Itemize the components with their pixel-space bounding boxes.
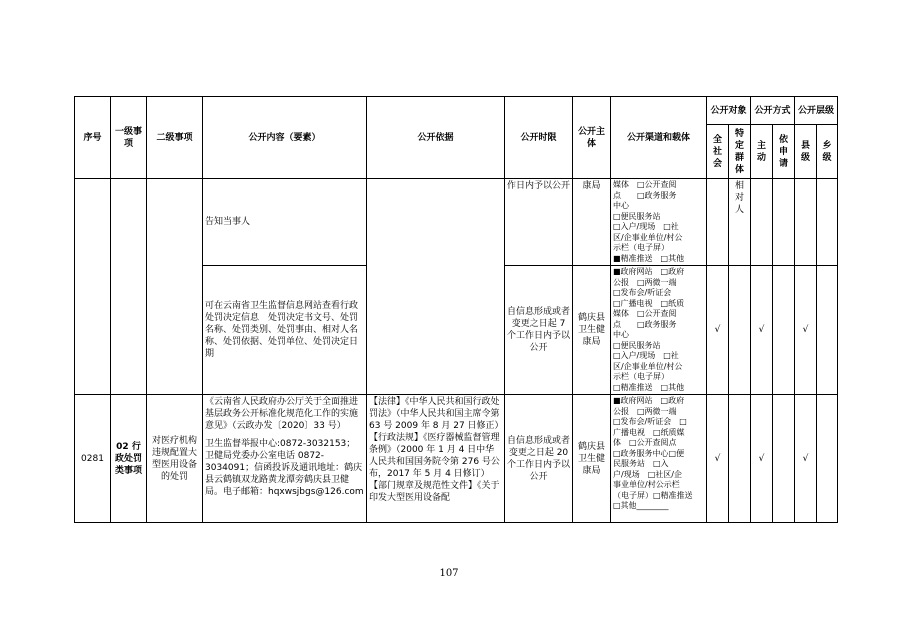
method-active-cell bbox=[751, 179, 773, 266]
target-all-check: √ bbox=[707, 395, 729, 523]
channel-line: ■政府网站 □政府 bbox=[613, 267, 685, 276]
method-request-cell bbox=[773, 395, 795, 523]
target-all-cell bbox=[707, 179, 729, 266]
channel-line: 点 □政务服务 bbox=[613, 319, 677, 329]
channel-line: 示栏（电子屏） bbox=[613, 243, 669, 252]
channel-line: □发布会/听证会 bbox=[613, 288, 672, 297]
target-specific-cell: 相对人 bbox=[729, 179, 751, 266]
level-county-check: √ bbox=[795, 395, 817, 523]
channel-line: 点 □政务服务 bbox=[613, 190, 677, 200]
channel-line: （电子屏）□精准推送 bbox=[613, 490, 693, 500]
channel-line: 媒体 □公开查阅 bbox=[613, 309, 677, 318]
method-active-check: √ bbox=[751, 266, 773, 395]
content-contact-info: 卫生监督举报中心:0872-3032153；卫健局党委办公室电话 0872-3034091；信函投诉及通讯地址：鹤庆县云鹤镇双龙路黄龙潭旁鹤庆县卫健局。电子邮箱：hqxwsjbgs@126.com bbox=[205, 439, 364, 497]
header-content: 公开内容（要素） bbox=[203, 97, 367, 179]
channel-line: 中心 bbox=[613, 201, 629, 210]
channel-line: 区/企事业单位/村公 bbox=[613, 232, 683, 242]
channel-cell bbox=[611, 395, 707, 523]
channel-line: 公报 □两微一端 bbox=[613, 406, 677, 416]
header-target: 公开对象 bbox=[707, 97, 751, 125]
time-cell: 作日内予以公开 bbox=[505, 179, 573, 266]
seq-cell: 0281 bbox=[75, 395, 111, 523]
header-level2: 二级事项 bbox=[147, 97, 203, 179]
channel-line: 媒体 □公开查阅 bbox=[613, 180, 677, 189]
channel-line: 广播电视 □纸质媒 bbox=[613, 427, 685, 437]
header-method-active: 主动 bbox=[751, 125, 773, 179]
basis-cell-continued bbox=[367, 179, 505, 395]
subject-cell: 康局 bbox=[573, 179, 611, 266]
channel-line: □入户/现场 □社 bbox=[613, 222, 679, 231]
content-policy-doc: 《云南省人民政府办公厅关于全面推进基层政务公开标准化规范化工作的实施意见》（云政办发〔2020〕33 号） bbox=[205, 397, 359, 431]
channel-line: 示栏（电子屏） bbox=[613, 372, 669, 381]
basis-cell: 【法律】《中华人民共和国行政处罚法》（中华人民共和国主席令第 63 号 2009 年 8 月 27 日修正）【行政法规】《医疗器械监督管理条例》（2000 年 1 月 4 日中华人民共和国国务院令第 276 号公布，2017 年 5 月 4 日修订）【部门规章及规范性文件】《关于印发大型医用设备配 bbox=[367, 395, 505, 523]
channel-line: □广播电视 □纸质 bbox=[613, 298, 685, 308]
header-level-town: 乡级 bbox=[817, 125, 838, 179]
header-target-specific: 特定群体 bbox=[729, 125, 751, 179]
page-number: 107 bbox=[439, 568, 459, 579]
channel-cell bbox=[611, 266, 707, 395]
seq-cell-continued bbox=[75, 179, 111, 395]
target-specific-cell bbox=[729, 266, 751, 395]
disclosure-table bbox=[74, 96, 838, 523]
target-specific-cell bbox=[729, 395, 751, 523]
channel-line: □发布会/听证会 □ bbox=[613, 417, 687, 426]
channel-line: 中心 bbox=[613, 330, 629, 339]
subject-cell: 鹤庆县卫生健康局 bbox=[573, 395, 611, 523]
content-cell: 告知当事人 bbox=[203, 179, 367, 266]
channel-line: 公报 □两微一端 bbox=[613, 277, 677, 287]
time-cell: 自信息形成或者变更之日起 7 个工作日内予以公开 bbox=[505, 266, 573, 395]
header-channel: 公开渠道和载体 bbox=[611, 97, 707, 179]
channel-line: □精准推送 □其他 bbox=[613, 382, 685, 392]
header-method-request: 依申请 bbox=[773, 125, 795, 179]
time-cell: 自信息形成或者变更之日起 20 个工作日内予以公开 bbox=[505, 395, 573, 523]
channel-line: □政务服务中心□便 bbox=[613, 448, 685, 458]
header-level-county: 县级 bbox=[795, 125, 817, 179]
level-county-cell bbox=[795, 179, 817, 266]
channel-cell bbox=[611, 179, 707, 266]
level-county-check: √ bbox=[795, 266, 817, 395]
target-all-check: √ bbox=[707, 266, 729, 395]
channel-line: ■政府网站 □政府 bbox=[613, 396, 685, 405]
level1-cell: 02 行政处罚类事项 bbox=[111, 395, 147, 523]
channel-line: 户/现场 □社区/企 bbox=[613, 469, 682, 479]
header-seq: 序号 bbox=[75, 97, 111, 179]
channel-line: ■精准推送 □其他 bbox=[613, 253, 685, 263]
channel-line: 事业单位/村公示栏 bbox=[613, 480, 680, 489]
header-level: 公开层级 bbox=[795, 97, 838, 125]
method-request-cell bbox=[773, 179, 795, 266]
header-method: 公开方式 bbox=[751, 97, 795, 125]
level2-cell: 对医疗机构违规配置大型医用设备的处罚 bbox=[147, 395, 203, 523]
level2-cell-continued bbox=[147, 179, 203, 395]
header-target-all: 全社会 bbox=[707, 125, 729, 179]
channel-line: □便民服务站 bbox=[613, 211, 661, 221]
level-town-cell bbox=[817, 395, 838, 523]
channel-line: □入户/现场 □社 bbox=[613, 351, 679, 360]
content-cell: 可在云南省卫生监督信息网站查看行政处罚决定信息 处罚决定书文号、处罚名称、处罚类别、处罚事由、相对人名称、处罚依据、处罚单位、处罚决定日期 bbox=[203, 266, 367, 395]
method-active-check: √ bbox=[751, 395, 773, 523]
channel-line: □其他________ bbox=[613, 501, 669, 510]
header-basis: 公开依据 bbox=[367, 97, 505, 179]
level1-cell-continued bbox=[111, 179, 147, 395]
channel-line: 体 □公开查阅点 bbox=[613, 438, 677, 447]
channel-line: □便民服务站 bbox=[613, 340, 661, 350]
level-town-cell bbox=[817, 179, 838, 266]
channel-line: 区/企事业单位/村公 bbox=[613, 361, 683, 371]
level-town-cell bbox=[817, 266, 838, 395]
header-level1: 一级事项 bbox=[111, 97, 147, 179]
content-cell bbox=[203, 395, 367, 523]
method-request-cell bbox=[773, 266, 795, 395]
subject-cell: 鹤庆县卫生健康局 bbox=[573, 266, 611, 395]
header-time: 公开时限 bbox=[505, 97, 573, 179]
header-subject: 公开主体 bbox=[573, 97, 611, 179]
channel-line: 民服务站 □入 bbox=[613, 459, 669, 468]
